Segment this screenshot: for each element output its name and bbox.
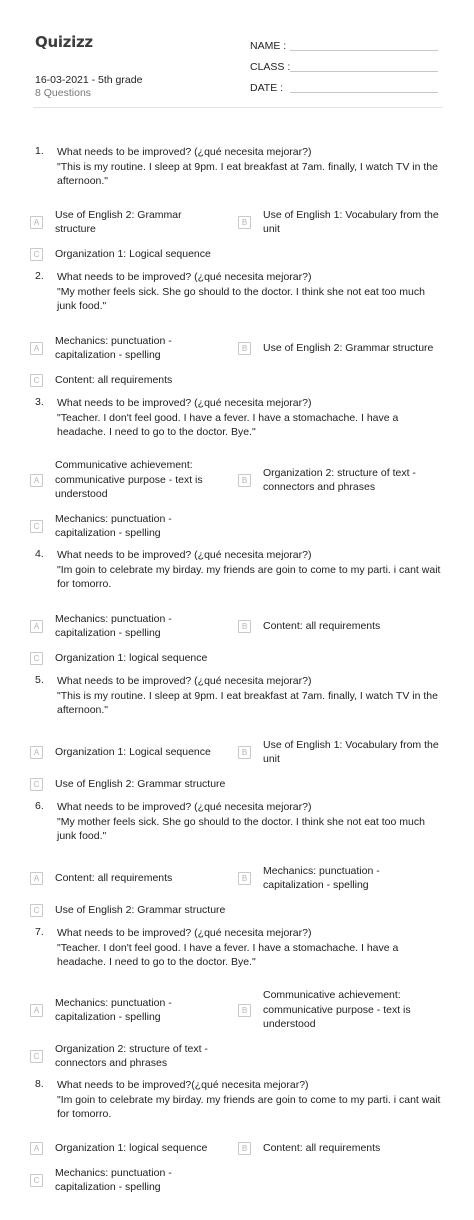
question-passage: "Teacher. I don't feel good. I have a fever. I have a stomachache. I have a headache. I need to go to the doctor. Bye." [57, 941, 399, 968]
question-prompt: What needs to be improved? (¿qué necesita mejorar?) [57, 397, 312, 409]
answer-option-b[interactable] [238, 333, 443, 363]
question-passage: "Im goin to celebrate my birday. my friends are goin to come to my parti. i cant wait for tomorro. [57, 1093, 441, 1120]
option-text: Mechanics: punctuation - capitalization - spelling [55, 334, 172, 361]
option-text: Mechanics: punctuation - capitalization - spelling [55, 612, 172, 639]
option-text: Mechanics: punctuation - capitalization - spelling [55, 512, 172, 539]
question-text [57, 926, 447, 970]
option-text: Organization 2: structure of text - connectors and phrases [263, 466, 416, 493]
question-prompt: What needs to be improved? (¿qué necesita mejorar?) [57, 801, 312, 813]
question-number: 7. [35, 926, 44, 938]
class-label: CLASS : [250, 61, 291, 73]
option-text: Use of English 2: Grammar structure [55, 777, 226, 790]
answer-option-c[interactable] [30, 895, 235, 925]
answer-option-c[interactable] [30, 643, 235, 673]
answer-option-a[interactable] [30, 863, 225, 893]
question-prompt: What needs to be improved? (¿qué necesita mejorar?) [57, 271, 312, 283]
option-text: Use of English 2: Grammar structure [55, 208, 182, 235]
answer-option-b[interactable] [238, 207, 443, 237]
option-letter-box[interactable]: A [30, 746, 43, 759]
option-letter-box[interactable]: C [30, 1050, 43, 1063]
option-text: Organization 1: Logical sequence [55, 745, 211, 758]
answer-option-a[interactable] [30, 737, 225, 767]
answer-option-a[interactable] [30, 207, 225, 237]
question-prompt: What needs to be improved? (¿qué necesita mejorar?) [57, 675, 312, 687]
option-letter-box[interactable]: C [30, 1174, 43, 1187]
question-text [57, 548, 447, 592]
question-number: 4. [35, 548, 44, 560]
question-text [57, 396, 447, 440]
answer-option-a[interactable] [30, 1133, 225, 1163]
answer-option-c[interactable] [30, 365, 235, 395]
option-text: Organization 2: structure of text - connectors and phrases [55, 1042, 208, 1069]
class-line [290, 71, 438, 72]
option-text: Use of English 2: Grammar structure [55, 903, 226, 916]
question-number: 2. [35, 270, 44, 282]
question-prompt: What needs to be improved? (¿qué necesita mejorar?) [57, 549, 312, 561]
name-line [290, 50, 438, 51]
question-number: 5. [35, 674, 44, 686]
answer-option-c[interactable] [30, 511, 235, 541]
option-letter-box[interactable]: B [238, 342, 251, 355]
option-letter-box[interactable]: A [30, 1004, 43, 1017]
option-text: Mechanics: punctuation - capitalization - spelling [55, 996, 172, 1023]
option-letter-box[interactable]: C [30, 904, 43, 917]
worksheet-header [0, 0, 474, 118]
option-text: Communicative achievement: communicative purpose - text is understood [263, 989, 411, 1031]
answer-option-b[interactable] [238, 989, 443, 1031]
class-field[interactable] [250, 61, 290, 73]
question-passage: "This is my routine. I sleep at 9pm. I eat breakfast at 7am. finally, I watch TV in the afternoon." [57, 160, 438, 187]
question-count: 8 Questions [35, 87, 92, 99]
answer-option-b[interactable] [238, 1133, 443, 1163]
answer-option-b[interactable] [238, 465, 443, 495]
option-letter-box[interactable]: A [30, 342, 43, 355]
option-letter-box[interactable]: A [30, 872, 43, 885]
option-text: Communicative achievement: communicative purpose - text is understood [55, 459, 203, 501]
name-label: NAME : [250, 40, 287, 52]
option-text: Content: all requirements [263, 1141, 381, 1154]
option-letter-box[interactable]: B [238, 216, 251, 229]
question-text [57, 270, 447, 314]
option-letter-box[interactable]: A [30, 216, 43, 229]
answer-option-a[interactable] [30, 995, 225, 1025]
option-letter-box[interactable]: B [238, 474, 251, 487]
header-divider [33, 107, 443, 108]
option-text: Content: all requirements [263, 619, 381, 632]
question-number: 6. [35, 800, 44, 812]
option-text: Organization 1: logical sequence [55, 651, 208, 664]
option-letter-box[interactable]: B [238, 746, 251, 759]
option-letter-box[interactable]: A [30, 620, 43, 633]
option-letter-box[interactable]: C [30, 248, 43, 261]
question-number: 3. [35, 396, 44, 408]
date-grade: 16-03-2021 - 5th grade [35, 74, 143, 86]
option-letter-box[interactable]: C [30, 374, 43, 387]
question-text [57, 800, 447, 844]
option-letter-box[interactable]: C [30, 652, 43, 665]
option-text: Content: all requirements [55, 373, 173, 386]
question-passage: "My mother feels sick. She go should to the doctor. I think she not eat too much junk food." [57, 285, 425, 312]
option-text: Mechanics: punctuation - capitalization - spelling [55, 1166, 172, 1193]
question-passage: "This is my routine. I sleep at 9pm. I eat breakfast at 7am. finally, I watch TV in the afternoon." [57, 689, 438, 716]
question-number: 8. [35, 1078, 44, 1090]
option-letter-box[interactable]: A [30, 474, 43, 487]
option-letter-box[interactable]: B [238, 872, 251, 885]
question-prompt: What needs to be improved? (¿qué necesita mejorar?) [57, 927, 312, 939]
option-text: Use of English 1: Vocabulary from the unit [263, 208, 439, 235]
answer-option-a[interactable] [30, 611, 225, 641]
quizizz-logo: Quizizz [35, 33, 93, 51]
question-text [57, 145, 447, 189]
option-letter-box[interactable]: C [30, 520, 43, 533]
answer-option-c[interactable] [30, 1165, 235, 1195]
question-prompt: What needs to be improved?(¿qué necesita mejorar?) [57, 1079, 309, 1091]
option-letter-box[interactable]: A [30, 1142, 43, 1155]
option-text: Content: all requirements [55, 871, 173, 884]
option-letter-box[interactable]: B [238, 1142, 251, 1155]
option-text: Organization 1: logical sequence [55, 1141, 208, 1154]
date-label: DATE : [250, 82, 284, 94]
question-passage: "Im goin to celebrate my birday. my friends are goin to come to my parti. i cant wait for tomorro. [57, 563, 441, 590]
option-text: Use of English 1: Vocabulary from the unit [263, 738, 439, 765]
question-passage: "Teacher. I don't feel good. I have a fever. I have a stomachache. I have a headache. I need to go to the doctor. Bye." [57, 411, 399, 438]
option-text: Organization 1: Logical sequence [55, 247, 211, 260]
option-letter-box[interactable]: C [30, 778, 43, 791]
option-letter-box[interactable]: B [238, 1004, 251, 1017]
answer-option-b[interactable] [238, 863, 443, 893]
date-line [290, 92, 438, 93]
question-prompt: What needs to be improved? (¿qué necesita mejorar?) [57, 146, 312, 158]
name-field[interactable] [250, 40, 286, 52]
question-text [57, 674, 447, 718]
answer-option-b[interactable] [238, 737, 443, 767]
answer-option-a[interactable] [30, 333, 225, 363]
option-text: Use of English 2: Grammar structure [263, 341, 434, 354]
answer-option-c[interactable] [30, 1041, 235, 1071]
question-passage: "My mother feels sick. She go should to the doctor. I think she not eat too much junk food." [57, 815, 425, 842]
date-field[interactable] [250, 82, 283, 94]
answer-option-a[interactable] [30, 459, 225, 501]
option-text: Mechanics: punctuation - capitalization - spelling [263, 864, 380, 891]
answer-option-b[interactable] [238, 611, 443, 641]
answer-option-c[interactable] [30, 239, 235, 269]
question-text [57, 1078, 447, 1122]
question-number: 1. [35, 145, 44, 157]
answer-option-c[interactable] [30, 769, 235, 799]
option-letter-box[interactable]: B [238, 620, 251, 633]
